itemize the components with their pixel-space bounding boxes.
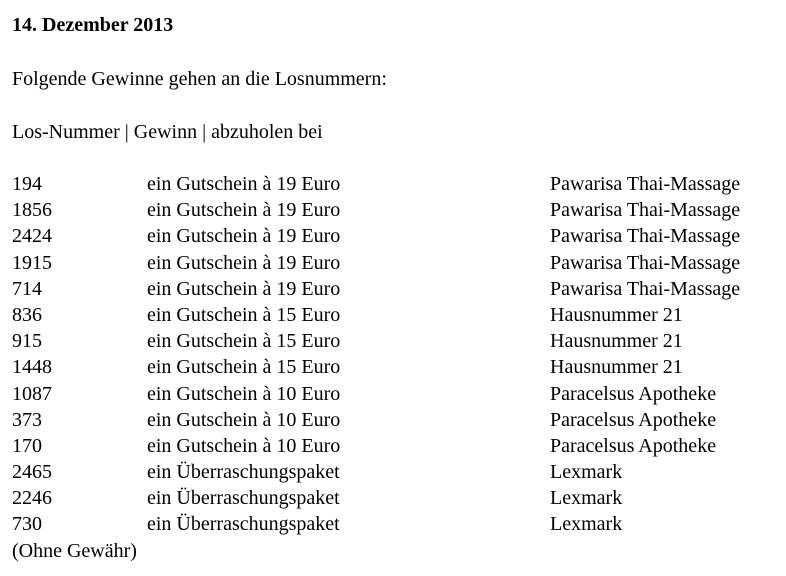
pickup-location: Hausnummer 21 xyxy=(550,356,683,379)
pickup-location: Pawarisa Thai-Massage xyxy=(550,173,741,195)
pickup-location: Hausnummer 21 xyxy=(550,330,683,353)
prize-text: ein Überraschungspaket xyxy=(147,487,340,510)
ticket-number: 730 xyxy=(12,513,42,536)
pickup-location: Paracelsus Apotheke xyxy=(550,434,717,457)
pickup-location: Hausnummer 21 xyxy=(550,303,683,326)
ticket-number: 1448 xyxy=(12,356,52,379)
prize-text: ein Gutschein à 10 Euro xyxy=(147,382,341,405)
pickup-location: Pawarisa Thai-Massage xyxy=(550,277,741,300)
ticket-number: 2424 xyxy=(12,225,52,248)
list-item xyxy=(12,407,782,433)
prize-text: ein Gutschein à 19 Euro xyxy=(147,225,341,248)
ticket-number: 1856 xyxy=(12,199,52,222)
prize-list xyxy=(12,171,782,538)
list-item xyxy=(12,381,782,407)
prize-text: ein Gutschein à 15 Euro xyxy=(147,303,341,326)
list-item xyxy=(12,433,782,459)
prize-text: ein Gutschein à 19 Euro xyxy=(147,277,341,300)
pickup-location: Pawarisa Thai-Massage xyxy=(550,199,741,222)
ticket-number: 915 xyxy=(12,330,42,353)
list-item xyxy=(12,197,782,223)
disclaimer-text: (Ohne Gewähr) xyxy=(12,540,137,562)
pickup-location: Pawarisa Thai-Massage xyxy=(550,225,741,248)
ticket-number: 836 xyxy=(12,303,42,326)
prize-text: ein Gutschein à 15 Euro xyxy=(147,330,341,353)
prize-text: ein Gutschein à 19 Euro xyxy=(147,173,341,195)
page-title: 14. Dezember 2013 xyxy=(12,14,174,36)
ticket-number: 194 xyxy=(12,173,42,195)
ticket-number: 1087 xyxy=(12,382,52,405)
prize-text: ein Gutschein à 10 Euro xyxy=(147,434,341,457)
pickup-location: Paracelsus Apotheke xyxy=(550,408,717,431)
pickup-location: Pawarisa Thai-Massage xyxy=(550,251,741,274)
prize-text: ein Gutschein à 19 Euro xyxy=(147,251,341,274)
list-item xyxy=(12,354,782,380)
prize-text: ein Gutschein à 19 Euro xyxy=(147,199,341,222)
list-item xyxy=(12,459,782,485)
ticket-number: 1915 xyxy=(12,251,52,274)
list-item xyxy=(12,485,782,511)
list-item xyxy=(12,223,782,249)
list-item xyxy=(12,302,782,328)
columns-header: Los-Nummer | Gewinn | abzuholen bei xyxy=(12,121,323,143)
ticket-number: 373 xyxy=(12,408,42,431)
intro-text: Folgende Gewinne gehen an die Losnummern: xyxy=(12,68,387,90)
ticket-number: 170 xyxy=(12,434,42,457)
prize-text: ein Überraschungspaket xyxy=(147,461,340,484)
ticket-number: 714 xyxy=(12,277,42,300)
list-item xyxy=(12,171,782,197)
list-item xyxy=(12,328,782,354)
list-item xyxy=(12,250,782,276)
pickup-location: Paracelsus Apotheke xyxy=(550,382,717,405)
list-item xyxy=(12,511,782,537)
prize-text: ein Gutschein à 10 Euro xyxy=(147,408,341,431)
pickup-location: Lexmark xyxy=(550,461,623,484)
pickup-location: Lexmark xyxy=(550,487,623,510)
pickup-location: Lexmark xyxy=(550,513,623,536)
prize-text: ein Überraschungspaket xyxy=(147,513,340,536)
ticket-number: 2465 xyxy=(12,461,52,484)
ticket-number: 2246 xyxy=(12,487,52,510)
prize-text: ein Gutschein à 15 Euro xyxy=(147,356,341,379)
list-item xyxy=(12,276,782,302)
